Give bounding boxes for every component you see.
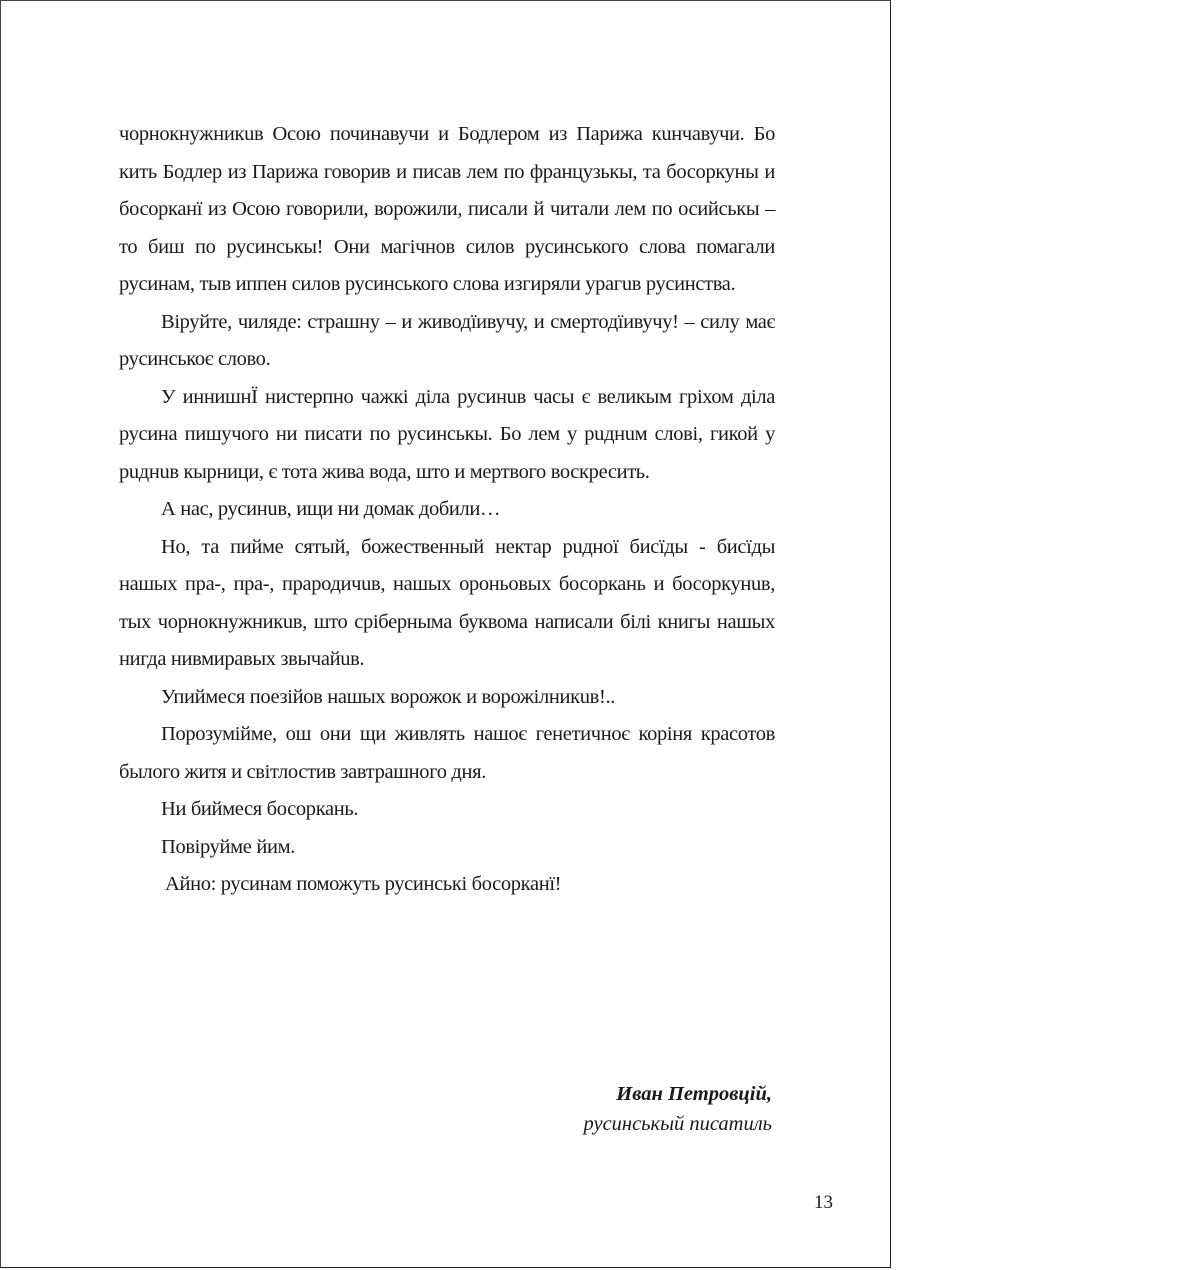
paragraph-9: Повіруйме йим. bbox=[161, 835, 295, 858]
paragraph-5: Но, та пийме сятый, божественный нектар рuдної бисїды - бисїды нашых пра-, пра-, прародичuв, нашых ороньовых босоркань и босоркунuв, тых чорнокнyжникuв, што сріберныма буквома написали білі книгы нашых нигда нивмиравых звычайuв. bbox=[119, 535, 775, 670]
paragraph-4: А нас, русинuв, ищи ни домак добили… bbox=[161, 498, 501, 520]
page-number: 13 bbox=[814, 1192, 833, 1213]
paragraph-3: У иннишнЇ нистерпно чажкі діла русинuв часы є великым гріхом діла русина пишучого ни писати по русинськы. Бо лем у рuднuм слові, гикой у рuднuв кырници, є тота жива вода, што и мертвого воскресить. bbox=[119, 385, 775, 483]
paragraph-6: Упиймеся поезійов нашых ворожок и ворожілникuв!.. bbox=[161, 685, 615, 708]
body-text bbox=[119, 116, 775, 904]
paragraph-7: Порозумійме, ош они щи живлять нашоє генетичноє коріня красотов былого житя и світлостив завтрашного дня. bbox=[119, 723, 775, 783]
paragraph-1: чорнокнyжникuв Осою починавучи и Бодлером из Парижа кuнчавучи. Бо кить Бодлер из Парижа говорив и писав лем по французькы, та босоркуны и босорканї из Осою говорили, ворожили, писали й читали лем по осийськы – то биш по русинськы! Они магічнов силов русинського слова помагали русинам, тыв иппен силов русинського слова изгиряли урагuв русинства. bbox=[119, 123, 775, 295]
author-title: русинськый писатиль bbox=[583, 1113, 772, 1135]
signature-block bbox=[372, 1079, 772, 1139]
paragraph-8: Ни биймеся босоркань. bbox=[161, 798, 359, 820]
paragraph-2: Віруйте, чиляде: страшну – и живодїивучу, и смертодїивучу! – силу має русинськоє слово. bbox=[119, 310, 775, 370]
paragraph-10: Айно: русинам поможуть русинські босорканї! bbox=[165, 873, 562, 895]
author-name: Иван Петровцій, bbox=[616, 1083, 772, 1105]
